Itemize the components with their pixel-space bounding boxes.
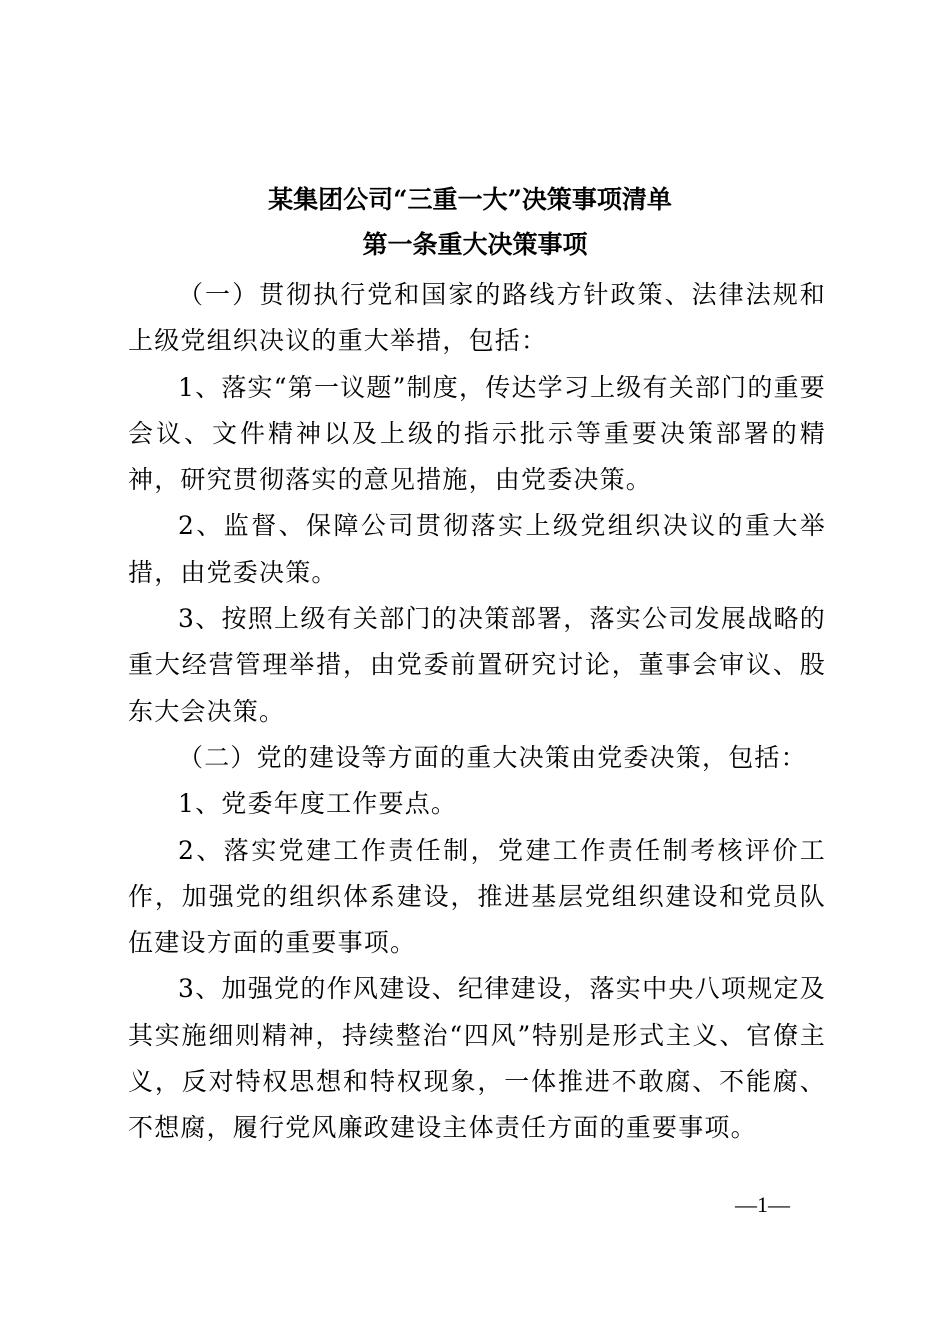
paragraph-item-1-3: 3、按照上级有关部门的决策部署，落实公司发展战略的重大经营管理举措，由党委前置研究讨论，董事会审议、股东大会决策。: [128, 604, 826, 726]
document-title: 某集团公司“三重一大”决策事项清单: [268, 185, 672, 214]
paragraph-item-2-3: 3、加强党的作风建设、纪律建设，落实中央八项规定及其实施细则精神，持续整治“四风”特别是形式主义、官僚主义，反对特权思想和特权现象，一体推进不敢腐、不能腐、不想腐，履行党风廉政建设主体责任方面的重要事项。: [128, 974, 826, 1143]
section-heading: 第一条重大决策事项: [362, 230, 588, 259]
document-body: [128, 272, 826, 1152]
paragraph-item-2-2: 2、落实党建工作责任制，党建工作责任制考核评价工作，加强党的组织体系建设，推进基层党组织建设和党员队伍建设方面的重要事项。: [128, 835, 826, 958]
paragraph-item-2-heading: （二）党的建设等方面的重大决策由党委决策，包括：: [178, 742, 807, 772]
paragraph-item-2-1: 1、党委年度工作要点。: [178, 789, 458, 819]
paragraph-item-1-2: 2、监督、保障公司贯彻落实上级党组织决议的重大举措，由党委决策。: [128, 511, 826, 587]
paragraph-item-1-1: 1、落实“第一议题”制度，传达学习上级有关部门的重要会议、文件精神以及上级的指示批示等重要决策部署的精神，研究贯彻落实的意见措施，由党委决策。: [128, 372, 826, 495]
paragraph-item-1-heading: （一）贯彻执行党和国家的路线方针政策、法律法规和上级党组织决议的重大举措，包括：: [128, 280, 826, 356]
page-number: —1—: [735, 1192, 790, 1217]
